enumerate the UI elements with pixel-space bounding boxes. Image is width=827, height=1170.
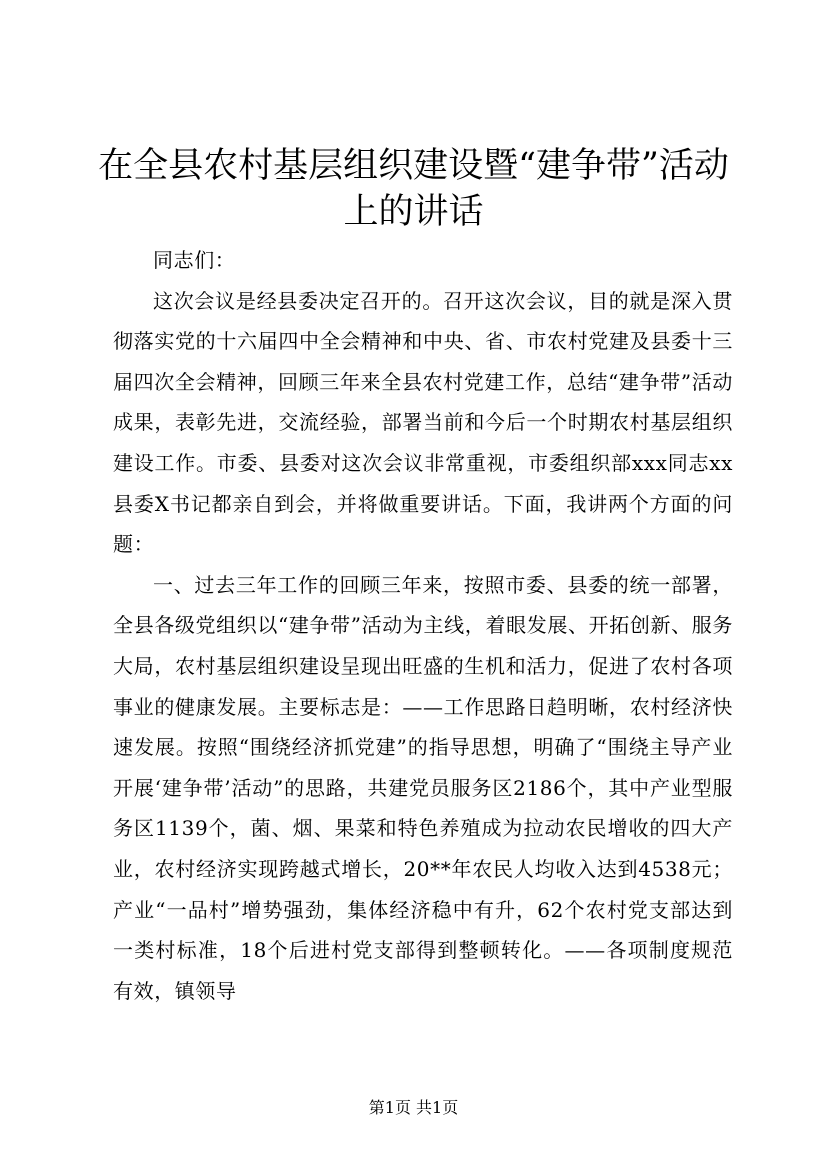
page-footer: 第1页 共1页 xyxy=(368,1098,459,1117)
document-title: 在全县农村基层组织建设暨“建争带”活动上的讲话 xyxy=(98,146,729,232)
paragraph-review: 一、过去三年工作的回顾三年来，按照市委、县委的统一部署，全县各级党组织以“建争带”活动为主线，着眼发展、开拓创新、服务大局，农村基层组织建设呈现出旺盛的生机和活力，促进了农村各项事业的健康发展。主要标志是：——工作思路日趋明晰，农村经济快速发展。按照“围绕经济抓党建”的指导思想，明确了“围绕主导产业开展‘建争带’活动”的思路，共建党员服务区2186个，其中产业型服务区1139个，菌、烟、果菜和特色养殖成为拉动农民增收的四大产业，农村经济实现跨越式增长，20**年农民人均收入达到4538元；产业“一品村”增势强劲，集体经济稳中有升，62个农村党支部达到一类村标准，18个后进村党支部得到整顿转化。——各项制度规范有效，镇领导 xyxy=(113,572,733,1003)
document-body xyxy=(113,240,733,1011)
greeting: 同志们： xyxy=(153,248,236,272)
paragraph-intro: 这次会议是经县委决定召开的。召开这次会议，目的就是深入贯彻落实党的十六届四中全会精神和中央、省、市农村党建及县委十三届四次全会精神，回顾三年来全县农村党建工作，总结“建争带”活动成果，表彰先进，交流经验，部署当前和今后一个时期农村基层组织建设工作。市委、县委对这次会议非常重视，市委组织部xxx同志xx县委X书记都亲自到会，并将做重要讲话。下面，我讲两个方面的问题： xyxy=(113,288,733,557)
